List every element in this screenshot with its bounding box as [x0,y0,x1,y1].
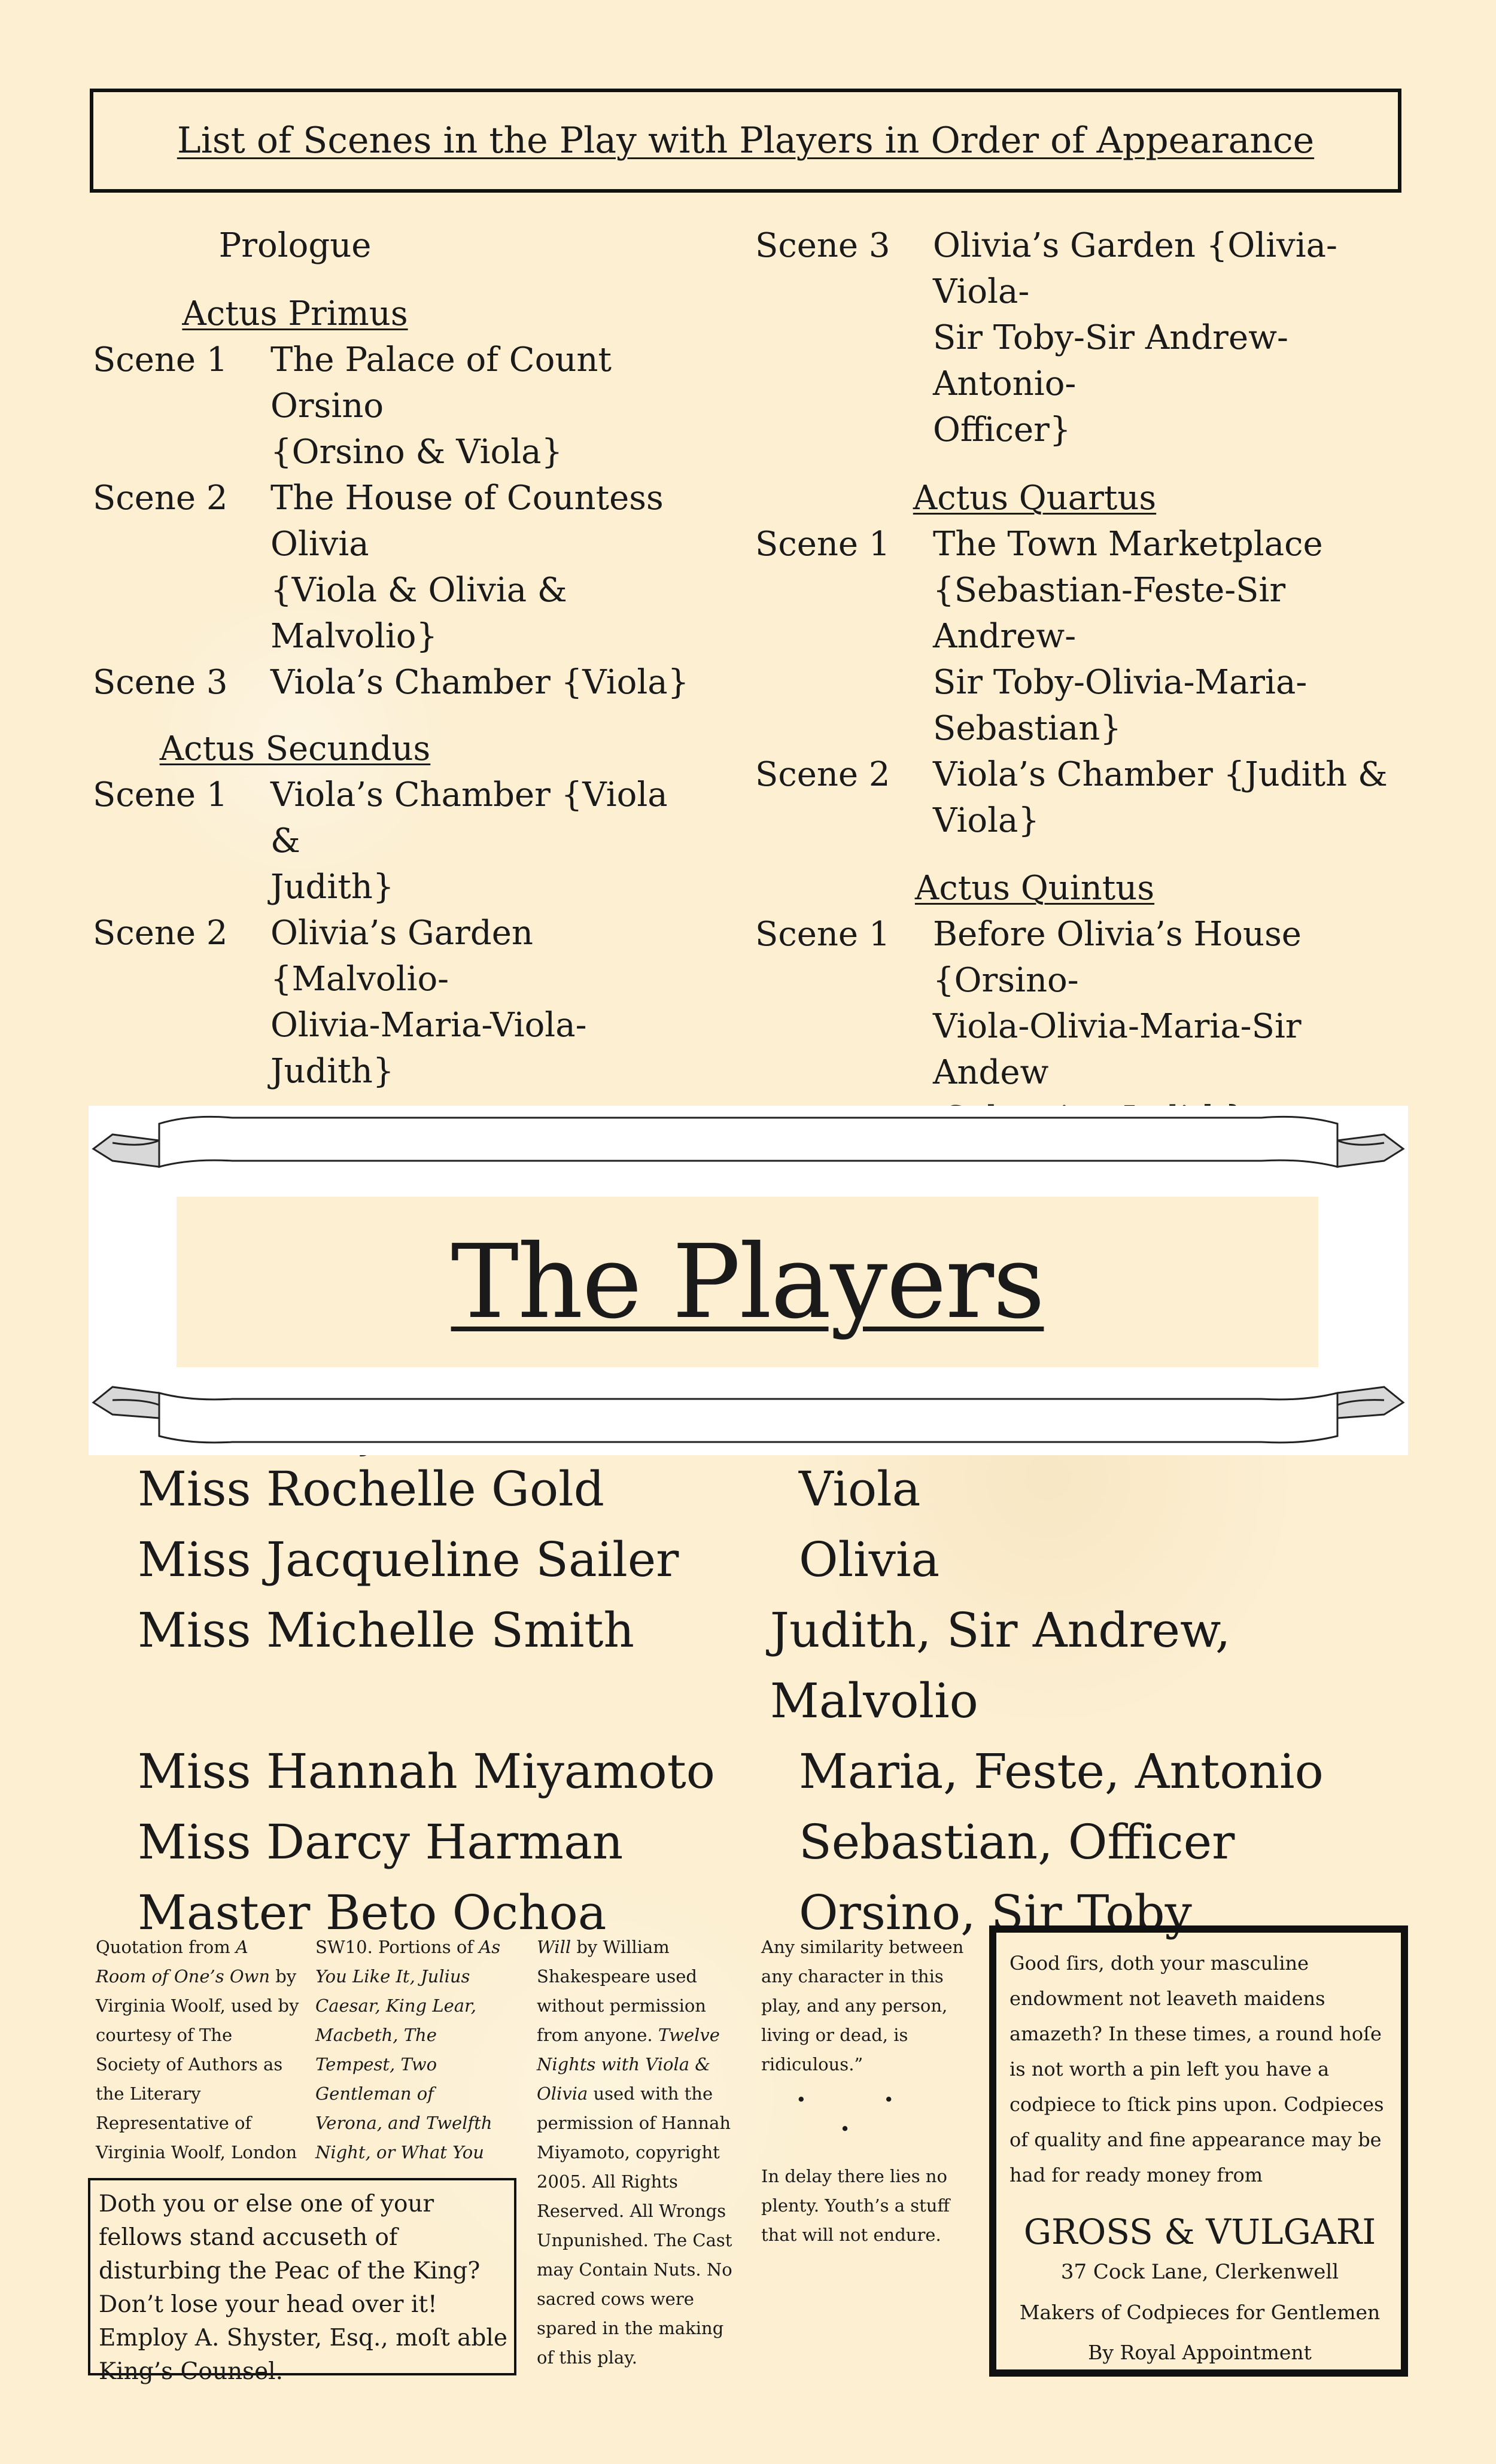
ad-company-name: GROSS & VULGARI [1023,2211,1376,2252]
scene-row [93,910,703,1094]
credits-text: Quotation from [96,1937,236,1957]
player-name: Miss Jacqueline Sailer [138,1532,679,1587]
prologue-label: Prologue [218,226,372,265]
scene-text: Viola-Olivia-Maria-Sir Andew [933,1007,1302,1092]
credits-title: Will [537,1937,571,1957]
player-row [138,1736,1424,1807]
player-roles: Sebastian, Officer [799,1814,1235,1870]
scene-list-right [755,223,1407,1234]
scene-text: The House of Countess Olivia [270,479,664,564]
scene-label: Scene 2 [93,479,228,518]
scene-text: {Orsino & Viola} [270,433,563,471]
separator-dots: • • • [796,2089,930,2139]
credits-text: SW10. Portions of [315,1937,479,1957]
scene-label: Scene 2 [755,755,890,794]
credits-text: by William Shakespeare used without permission from anyone. [537,1937,706,2045]
credits-text: by Virginia Woolf, used by courtesy of The Society of Authors as the Literary Representative of Virginia Woolf, London [96,1966,299,2162]
scene-label: Scene 1 [755,525,890,564]
credits-title: As You Like It, Julius Caesar, King Lear, Macbeth, The Tempest, Two Gentleman of Verona, and Twelfth Night, or What You [315,1937,501,2162]
act-heading: Actus Primus [182,294,408,333]
player-row [138,1595,1424,1736]
scene-text: Viola} [933,801,1040,840]
scene-label: Scene 3 [93,663,228,702]
player-name: Miss Hannah Miyamoto [138,1744,715,1799]
scene-text: Olivia’s Garden {Malvolio- [270,914,533,999]
lawyer-advertisement [88,2178,516,2385]
credits-column-c [537,1933,740,2372]
scene-text: Judith} [270,868,394,906]
scene-text: Viola’s Chamber {Judith & [933,755,1388,794]
player-row [138,1454,1424,1525]
scene-text: The Palace of Count Orsino [270,340,612,425]
credits-title: A Room of One’s Own [96,1937,270,1987]
credits-column-b [315,1933,501,2167]
credits-text: used with the permission of Hannah Miyamoto, copyright 2005. All Rights Reserved. All Wrongs Unpunished. The Cast may Contain Nuts. No sacred cows were spared in the making of this play. [537,2083,732,2368]
scene-label: Scene 2 [93,914,228,953]
credits-title: Twelve Nights with Viola & Olivia [537,2025,720,2104]
players-list [138,1454,1424,1948]
player-row [138,1525,1424,1595]
credits-column-d [761,1933,965,2250]
scene-text: Olivia-Maria-Viola-Judith} [270,1006,587,1091]
scene-text: Sebastian} [933,709,1121,748]
player-name: Miss Michelle Smith [138,1602,635,1658]
scene-row [755,521,1407,752]
scene-row [755,752,1407,844]
scene-text: Sir Toby-Olivia-Maria- [933,663,1308,702]
scene-row [93,772,703,910]
ad-appointment: By Royal Appointment [1088,2341,1312,2364]
players-heading: The Players [451,1222,1044,1341]
scene-text: The Town Marketplace [933,525,1323,564]
scene-label: Scene 1 [93,340,228,379]
player-name: Miss Rochelle Gold [138,1461,604,1517]
scene-text: Olivia’s Garden {Olivia-Viola- [933,226,1337,311]
scene-text: Officer} [933,410,1071,449]
player-roles: Viola [799,1461,921,1517]
scene-label: Scene 1 [93,775,228,814]
act-heading: Actus Secundus [159,729,431,768]
scene-row [93,475,703,659]
scene-text: {Sebastian-Feste-Sir Andrew- [933,571,1286,656]
player-roles: Maria, Feste, Antonio [799,1744,1324,1799]
page-title: List of Scenes in the Play with Players in Order of Appearance [177,120,1315,162]
ad-address: 37 Cock Lane, Clerkenwell [1060,2260,1339,2284]
lawyer-ad-text: Doth you or else one of your fellows stand accuseth of disturbing the Peac of the King? Don’t lose your head over it! Employ A. Shyster, Esq., moſt able King’s Counsel. [99,2191,507,2385]
scene-row [755,223,1407,453]
act-heading: Actus Quartus [913,479,1157,518]
scene-text: Viola’s Chamber {Viola & [270,775,668,860]
player-roles: Olivia [799,1532,940,1587]
player-name: Miss Darcy Harman [138,1814,624,1870]
ad-body-text: Good ſirs, doth your masculine endowment not leaveth maidens amazeth? In these times, a round hoſe is not worth a pin left you have a codpiece to ſtick pins upon. Codpieces of quality and fine appearance may be had for ready money from [1010,1952,1384,2186]
scene-text: Viola’s Chamber {Viola} [270,663,689,702]
scene-text: Before Olivia’s House {Orsino- [933,915,1302,1000]
credits-column-a [96,1933,302,2167]
codpiece-advertisement [989,1925,1408,2377]
scene-label: Scene 1 [755,915,890,954]
scene-row [93,659,703,705]
title-box [90,89,1401,193]
scene-row [93,337,703,475]
scene-text: {Viola & Olivia & Malvolio} [270,571,567,656]
scene-text: Sir Toby-Sir Andrew-Antonio- [933,318,1288,403]
player-name: Master Beto Ochoa [138,1885,607,1940]
player-roles: Orsino, Sir Toby [799,1885,1192,1940]
scene-label: Scene 3 [755,226,890,265]
player-roles: Judith, Sir Andrew, Malvolio [770,1602,1231,1729]
ad-tagline: Makers of Codpieces for Gentlemen [1019,2301,1381,2324]
quotation-text: In delay there lies no plenty. Youth’s a stuff that will not endure. [761,2166,950,2245]
player-row [138,1807,1424,1878]
act-heading: Actus Quintus [914,869,1155,908]
disclaimer-text: Any similarity between any character in this play, and any person, living or dead, is ridiculous.” [761,1937,964,2074]
